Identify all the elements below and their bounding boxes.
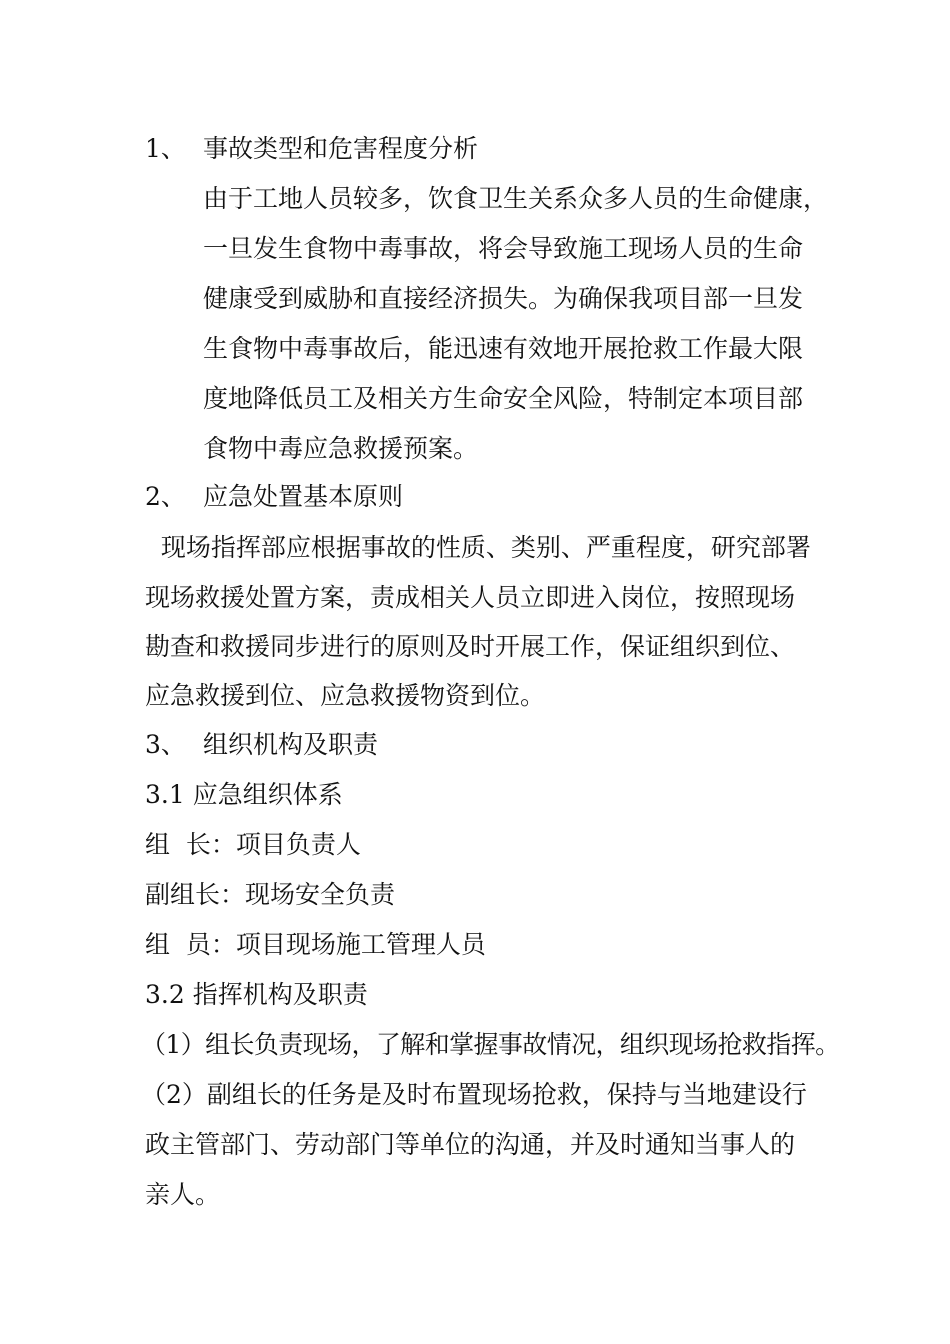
text-line: （1）组长负责现场，了解和掌握事故情况，组织现场抢救指挥。 xyxy=(141,1030,840,1059)
text-line: 健康受到威胁和直接经济损失。为确保我项目部一旦发 xyxy=(203,284,804,313)
text-line: 组 长：项目负责人 xyxy=(145,830,361,859)
text-line: 一旦发生食物中毒事故，将会导致施工现场人员的生命 xyxy=(203,234,804,263)
text-line: 食物中毒应急救援预案。 xyxy=(203,434,479,463)
text-line: 3.2 指挥机构及职责 xyxy=(145,980,368,1009)
section-title: 事故类型和危害程度分析 xyxy=(203,134,479,163)
text-line: 亲人。 xyxy=(145,1180,221,1209)
section-title: 应急处置基本原则 xyxy=(203,482,404,511)
section-number: 1、 xyxy=(145,134,186,163)
text-line: 现场指挥部应根据事故的性质、类别、严重程度，研究部署 xyxy=(145,533,811,562)
section-title: 组织机构及职责 xyxy=(203,730,379,759)
text-line: （2）副组长的任务是及时布置现场抢救，保持与当地建设行 xyxy=(141,1080,807,1109)
text-line: 现场救援处置方案，责成相关人员立即进入岗位，按照现场 xyxy=(145,583,796,612)
text-line: 3.1 应急组织体系 xyxy=(145,780,343,809)
text-line: 生食物中毒事故后，能迅速有效地开展抢救工作最大限 xyxy=(203,334,804,363)
text-line: 副组长：现场安全负责 xyxy=(145,880,396,909)
text-line: 应急救援到位、应急救援物资到位。 xyxy=(145,681,546,710)
section-number: 2、 xyxy=(145,482,186,511)
section-number: 3、 xyxy=(145,730,186,759)
text-line: 勘查和救援同步进行的原则及时开展工作，保证组织到位、 xyxy=(145,632,796,661)
text-line: 度地降低员工及相关方生命安全风险，特制定本项目部 xyxy=(203,384,804,413)
text-line: 政主管部门、劳动部门等单位的沟通，并及时通知当事人的 xyxy=(145,1130,796,1159)
text-line: 由于工地人员较多，饮食卫生关系众多人员的生命健康， xyxy=(203,184,829,213)
text-line: 组 员：项目现场施工管理人员 xyxy=(145,930,486,959)
